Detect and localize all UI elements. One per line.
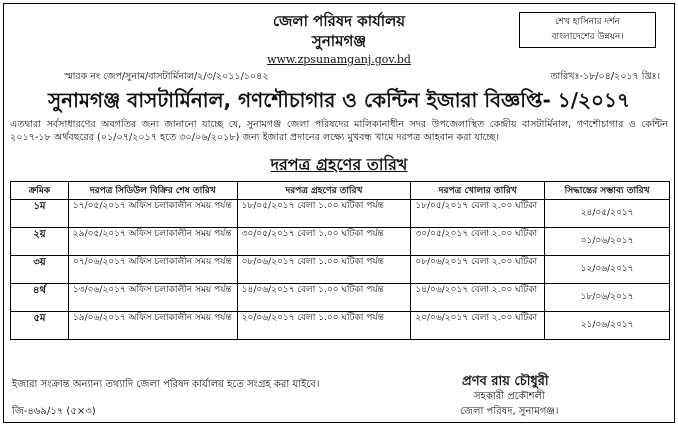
memo-number: স্মারক নং জেপ/সুনাম/বাসটার্মিনাল/২/৩/২০১১/১০৪২ bbox=[64, 71, 269, 82]
cell-submission-date: ১৮/০৫/২০১৭ বেলা ১.০০ ঘটিকা পর্যন্ত bbox=[237, 200, 411, 228]
slogan-line-2: বাংলাদেশের উন্নয়ন। bbox=[551, 32, 624, 42]
table-row bbox=[11, 200, 670, 228]
cell-opening-date: ১৪/০৬/২০১৭ বেলা ২.০০ ঘটিকা bbox=[411, 284, 545, 312]
footer-note: ইজারা সংক্রান্ত অন্যান্য তথ্যাদি জেলা পরিষদ কার্যালয় হতে সংগ্রহ করা যাইবে। bbox=[12, 379, 320, 390]
tender-schedule-table bbox=[10, 181, 670, 340]
office-district: সুনামগঞ্জ bbox=[311, 32, 367, 50]
notice-title: সুনামগঞ্জ বাসটার্মিনাল, গণশৌচাগার ও কেন্টিন ইজারা বিজ্ঞপ্তি- ১/২০১৭ bbox=[47, 88, 631, 112]
table-row bbox=[11, 256, 670, 284]
table-header-row bbox=[11, 182, 670, 200]
header-serial: ক্রমিক bbox=[11, 182, 69, 200]
signer-title: সহকারী প্রকৌশলী bbox=[474, 391, 545, 402]
table-row bbox=[11, 312, 670, 340]
cell-decision-date: ১২/০৬/২০১৭ bbox=[545, 256, 670, 284]
cell-schedule-sale-deadline: ১৭/০৫/২০১৭ অফিস চলাকালীন সময় পর্যন্ত bbox=[68, 200, 237, 228]
cell-serial: ৩য় bbox=[11, 256, 69, 284]
office-name: জেলা পরিষদ কার্যালয় bbox=[272, 12, 406, 30]
cell-schedule-sale-deadline: ১৩/০৬/২০১৭ অফিস চলাকালীন সময় পর্যন্ত bbox=[68, 284, 237, 312]
cell-schedule-sale-deadline: ০৭/০৬/২০১৭ অফিস চলাকালীন সময় পর্যন্ত bbox=[68, 256, 237, 284]
slogan-line-1: শেখ হাসিনার দর্শন bbox=[555, 17, 620, 27]
cell-serial: ১ম bbox=[11, 200, 69, 228]
header-submission-date: দরপত্র গ্রহণের তারিখ bbox=[237, 182, 411, 200]
cell-schedule-sale-deadline: ১৯/০৬/২০১৭ অফিস চলাকালীন সময় পর্যন্ত bbox=[68, 312, 237, 340]
cell-decision-date: ০১/০৬/২০১৭ bbox=[545, 228, 670, 256]
cell-decision-date: ১৮/০৬/২০১৭ bbox=[545, 284, 670, 312]
cell-opening-date: ১৮/০৫/২০১৭ বেলা ২.০০ ঘটিকা bbox=[411, 200, 545, 228]
header-schedule-sale-deadline: দরপত্র সিডিউল বিক্রির শেষ তারিখ bbox=[68, 182, 237, 200]
notice-body: এতদ্বারা সর্বসাধারণের অবগতির জন্য জানানো যাচ্ছে যে, সুনামগঞ্জ জেলা পরিষদের মালিকানাধীন সদর উপজেলাস্থিত কেন্দ্রীয় বাসটার্মিনাল, গণশৌচাগার ও কেন্টিন ২০১৭-১৮ অর্থবছরের (০১/০৭/২০১৭ হতে ৩০/০৬/২০১৮) জন্য ইজারা প্রদানের লক্ষ্যে মুখবন্ধ খামে দরপত্র আহবান করা যাচ্ছে। bbox=[10, 119, 668, 143]
section-heading: দরপত্র গ্রহণের তারিখ bbox=[270, 155, 408, 174]
reference-code: জি-৪৬৯/১৭ (৫×৩) bbox=[12, 406, 96, 417]
cell-schedule-sale-deadline: ২৯/০৫/২০১৭ অফিস চলাকালীন সময় পর্যন্ত bbox=[68, 228, 237, 256]
memo-date: তারিখঃ-১৮/০৪/২০১৭ খ্রিঃ। bbox=[550, 71, 660, 82]
cell-opening-date: ২০/০৬/২০১৭ বেলা ২.০০ ঘটিকা bbox=[411, 312, 545, 340]
signer-name: প্রণব রায় চৌধুরী bbox=[462, 374, 549, 389]
cell-decision-date: ২১/০৬/২০১৭ bbox=[545, 312, 670, 340]
cell-serial: ৪র্থ bbox=[11, 284, 69, 312]
cell-submission-date: ১৪/০৬/২০১৭ বেলা ১.০০ ঘটিকা পর্যন্ত bbox=[237, 284, 411, 312]
cell-serial: ৫ম bbox=[11, 312, 69, 340]
table-row bbox=[11, 284, 670, 312]
table-row bbox=[11, 228, 670, 256]
cell-submission-date: ৩০/০৫/২০১৭ বেলা ১.০০ ঘটিকা পর্যন্ত bbox=[237, 228, 411, 256]
cell-submission-date: ০৮/০৬/২০১৭ বেলা ১.০০ ঘটিকা পর্যন্ত bbox=[237, 256, 411, 284]
cell-opening-date: ০৮/০৬/২০১৭ বেলা ২.০০ ঘটিকা bbox=[411, 256, 545, 284]
header-opening-date: দরপত্র খোলার তারিখ bbox=[411, 182, 545, 200]
signer-office: জেলা পরিষদ, সুনামগঞ্জ। bbox=[460, 406, 559, 417]
cell-opening-date: ৩০/০৫/২০১৭ বেলা ২.০০ ঘটিকা bbox=[411, 228, 545, 256]
tender-notice-page bbox=[3, 3, 675, 423]
office-website-link[interactable]: www.zpsunamganj.gov.bd bbox=[267, 53, 411, 66]
slogan-box bbox=[519, 12, 656, 48]
cell-submission-date: ২০/০৬/২০১৭ বেলা ১.০০ ঘটিকা পর্যন্ত bbox=[237, 312, 411, 340]
cell-decision-date: ২৪/০৫/২০১৭ bbox=[545, 200, 670, 228]
cell-serial: ২য় bbox=[11, 228, 69, 256]
header-decision-date: সিদ্ধান্তের সম্ভাব্য তারিখ bbox=[545, 182, 670, 200]
